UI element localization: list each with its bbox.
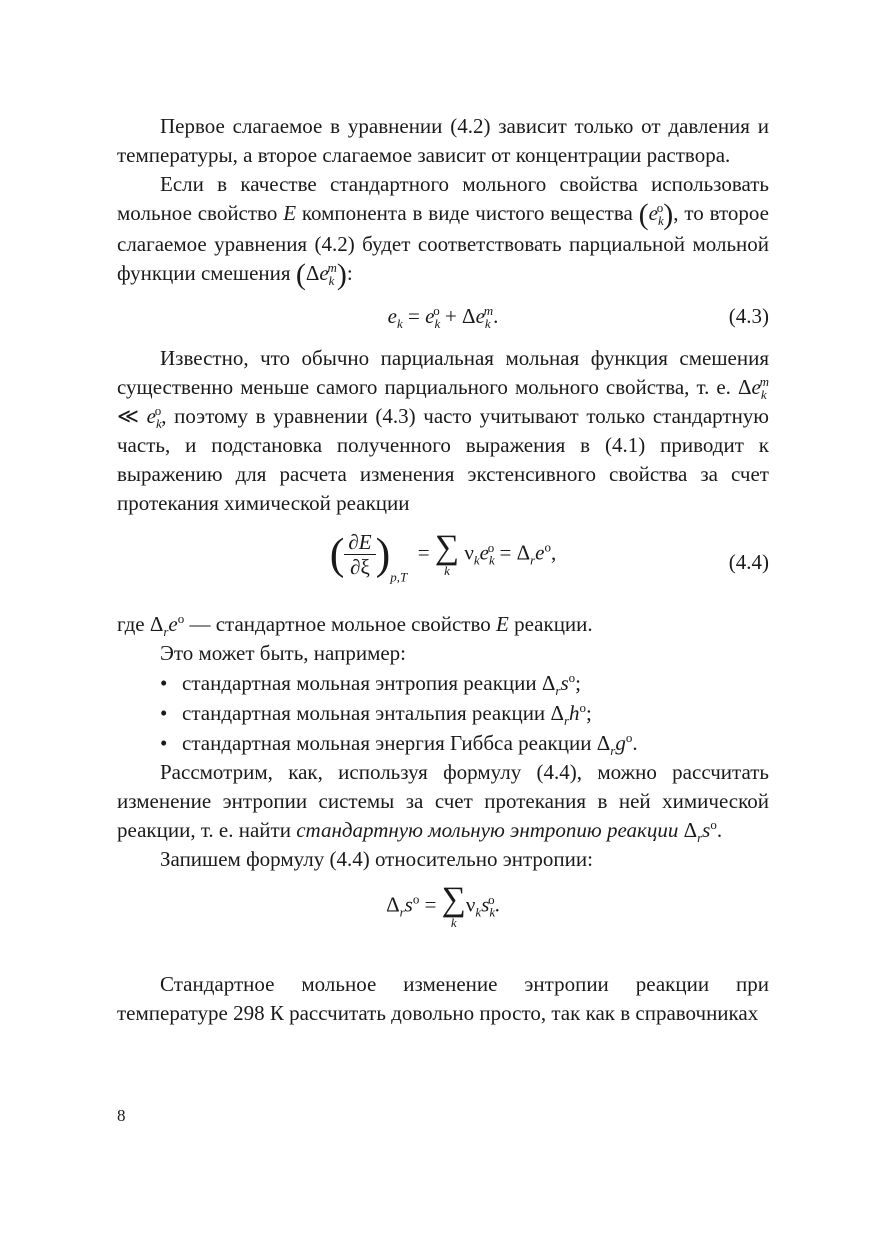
bullet-icon: • (160, 701, 168, 726)
example-list (117, 668, 769, 758)
paragraph-3: Известно, что обычно парциальная мольная функция смешения существенно меньше самого парциального мольного свойства, т. е. $\Delta e_k^m$ ≪ $e_k^o$, поэтому в уравнении (4.3) часто учитывают только стандартную часть, и подстановка полученного выражения в (4.1) приводит к выражению для расчета изменения экстенсивного свойства за счет протекания химической реакции (117, 346, 769, 516)
equation-4-3-body: $e_k = e_k^o + \Delta e_k^m$. (387, 303, 499, 332)
example-intro: Это может быть, например: (160, 641, 407, 666)
list-item: • стандартная мольная энтальпия реакции $\Delta_rh^o$; (160, 700, 592, 729)
where-clause: где $\Delta_re^o$ — стандартное мольное свойство E реакции. (117, 611, 593, 640)
page-body (117, 112, 769, 1028)
paragraph-5: Запишем формулу (4.4) относительно энтропии: (160, 847, 593, 872)
equation-4-3 (117, 290, 769, 338)
bullet-icon: • (160, 731, 168, 756)
paragraph-6: Стандартное мольное изменение энтропии реакции при температуре 298 К рассчитать довольно просто, так как в справочниках (117, 972, 769, 1026)
equation-4-4-body: ( $\frac{\partial E}{\partial\xi}$ )$_{p,T}$ = ∑ k $\nu_ke_k^o = \Delta_re^o$, (329, 529, 557, 585)
list-item: • стандартная мольная энтропия реакции $\Delta_rs^o$; (160, 670, 581, 699)
paragraph-1: Первое слагаемое в уравнении (4.2) зависит только от давления и температуры, а второе слагаемое зависит от концентрации раствора. (117, 114, 769, 167)
page-number: 8 (117, 1106, 126, 1125)
bullet-icon: • (160, 671, 168, 696)
paragraph-2: Если в качестве стандартного мольного свойства использовать мольное свойство E компонента в виде чистого вещества $(e_k^o)$, то второе слагаемое уравнения (4.2) будет соответствовать парциальной мольной функции смешения $(\Delta e_k^m)$: (117, 172, 769, 292)
paragraph-4: Рассмотрим, как, используя формулу (4.4), можно рассчитать изменение энтропии системы за счет протекания в ней химической реакции, т. е. найти стандартную мольную энтропию реакции $\Delta_rs^o$. (117, 760, 769, 846)
equation-4-4 (117, 528, 769, 606)
equation-4-3-number: (4.3) (728, 304, 769, 329)
list-item: • стандартная мольная энергия Гиббса реакции $\Delta_rg^o$. (160, 730, 638, 759)
equation-4-4-number: (4.4) (728, 550, 769, 575)
equation-entropy: $\Delta_rs^o$ = ∑ k $\nu_ks_k^o$. (386, 881, 500, 931)
